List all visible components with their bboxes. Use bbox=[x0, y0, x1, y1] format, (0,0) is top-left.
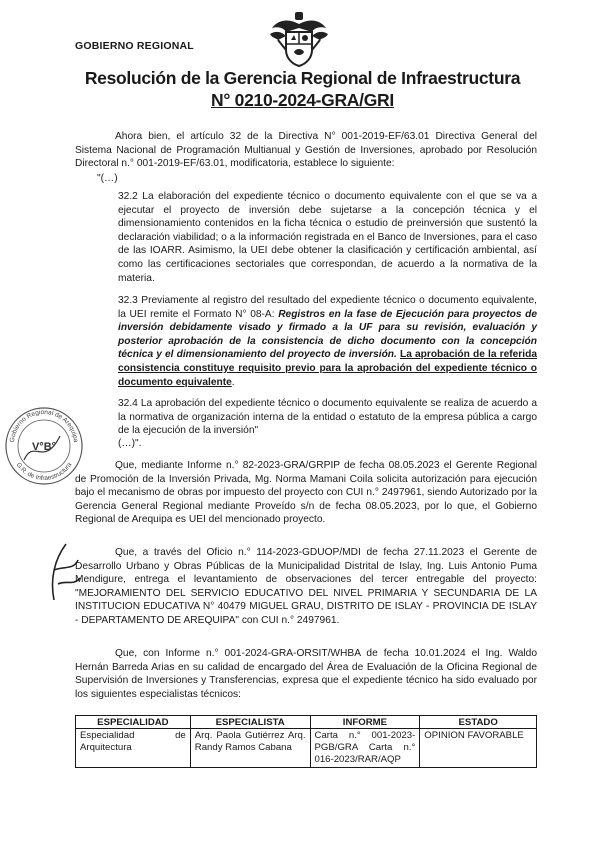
cell-especialista: Arq. Paola Gutiérrez Arq. Randy Ramos Cabana bbox=[190, 729, 310, 768]
header-estado: ESTADO bbox=[420, 716, 537, 729]
table-row bbox=[76, 729, 537, 768]
header-especialista: ESPECIALISTA bbox=[190, 716, 310, 729]
article-32-3-requirement: La aprobación de la referida consistencia constituye requisito previo para la aprobación del expediente técnico o documento equivalente bbox=[118, 349, 537, 388]
article-32-3 bbox=[118, 294, 537, 389]
quote-close: (…)". bbox=[118, 438, 142, 449]
paragraph-informe-001: Que, con Informe n.° 001-2024-GRA-ORSIT/WHBA de fecha 10.01.2024 el Ing. Waldo Hernán Barreda Arias en su calidad de encargado del Área de Evaluación de la Oficina Regional de Supervisión de Inversiones y Transferencias, expresa que el expediente técnico ha sido evaluado por los siguientes especialistas técnicos: bbox=[75, 648, 537, 700]
resolution-number: N° 0210-2024-GRA/GRI bbox=[211, 90, 394, 110]
resolution-title: Resolución de la Gerencia Regional de Infraestructura bbox=[84, 68, 521, 88]
quote-open: "(…) bbox=[97, 173, 118, 184]
specialists-table bbox=[75, 715, 537, 768]
table-header-row bbox=[76, 716, 537, 729]
article-32-4: 32.4 La aprobación del expediente técnico o documento equivalente se realiza de acuerdo a la normativa de organización interna de la entidad o estatuto de la empresa pública a cargo de la ejecución de la inversión" bbox=[118, 398, 537, 437]
article-32-3-lead: 32.3 Previamente al registro del resultado del expediente técnico o documento equivalente, la UEI remite el Formato N° 08-A: bbox=[118, 295, 537, 320]
stamp-ring-top: Gobierno Regional de Arequipa bbox=[8, 408, 79, 443]
stamp-ring-bottom: G.R. de Infraestructura bbox=[14, 461, 74, 483]
paragraph-informe-82: Que, mediante Informe n.° 82-2023-GRA/GRPIP de fecha 08.05.2023 el Gerente Regional de Promoción de la Inversión Privada, Mg. Norma Mamani Coila solicita autorización para ejecución bajo el mecanismo de obras por impuesto del proyecto con CUI n.° 2497961, siendo Autorizado por la Gerencia General Regional mediante Proveído s/n de fecha 08.05.2023, por lo que, el Gobierno Regional de Arequipa es UEI del mencionado proyecto. bbox=[75, 460, 537, 526]
article-32-2: 32.2 La elaboración del expediente técnico o documento equivalente con el que se va a ejecutar el proyecto de inversión debe sujetarse a la concepción técnica y el dimensionamiento contenidos en la ficha técnica o estudio de preinversión que sustentó la declaración viabilidad; o a la información registrada en el Banco de Inversiones, para el caso de las IOARR. Asimismo, la UEI debe obtener la clasificación y certificación ambiental, así como las certificaciones sectoriales que correspondan, de acuerdo a la normativa de la materia. bbox=[118, 191, 537, 284]
coat-of-arms-icon bbox=[268, 10, 330, 68]
stamp-center: V°B° bbox=[31, 441, 57, 453]
intro-paragraph: Ahora bien, el artículo 32 de la Directiva N° 001-2019-EF/63.01 Directiva General del Sistema Nacional de Programación Multianual y Gestión de Inversiones, aprobado por Resolución Directoral n.° 001-2019-EF/63.01, modificatoria, establece lo siguiente: bbox=[75, 131, 537, 170]
cell-estado: OPINION FAVORABLE bbox=[420, 729, 537, 768]
government-label: GOBIERNO REGIONAL bbox=[75, 40, 194, 52]
paragraph-oficio-114: Que, a través del Oficio n.° 114-2023-GDUOP/MDI de fecha 27.11.2023 el Gerente de Desarrollo Urbano y Obras Públicas de la Municipalidad Distrital de Islay, Ing. Luis Antonio Puma Mendigure, entrega el levantamiento de observaciones del tercer entregable del proyecto: "MEJORAMIENTO DEL SERVICIO EDUCATIVO DEL NIVEL PRIMARIA Y SECUNDARIA DE LA INSTITUCION EDUCATIVA N° 40479 MIGUEL GRAU, DISTRITO DE ISLAY - PROVINCIA DE ISLAY - DEPARTAMENTO DE AREQUIPA" con CUI n.° 2497961. bbox=[75, 547, 537, 626]
cell-informe: Carta n.° 001-2023-PGB/GRA Carta n.° 016-2023/RAR/AQP bbox=[310, 729, 420, 768]
article-32-3-end: . bbox=[231, 376, 235, 388]
cell-especialidad: Especialidad de Arquitectura bbox=[76, 729, 191, 768]
article-32-3-emphasis: Registros en la fase de Ejecución para proyectos de inversión debidamente visado y firmado a la UF para su revisión, evaluación y posterior aprobación de la consistencia de dicho documento con la concepción técnica y el dimensionamiento del proyecto de inversión. bbox=[118, 308, 538, 361]
header-especialidad: ESPECIALIDAD bbox=[76, 716, 191, 729]
header-informe: INFORME bbox=[310, 716, 420, 729]
